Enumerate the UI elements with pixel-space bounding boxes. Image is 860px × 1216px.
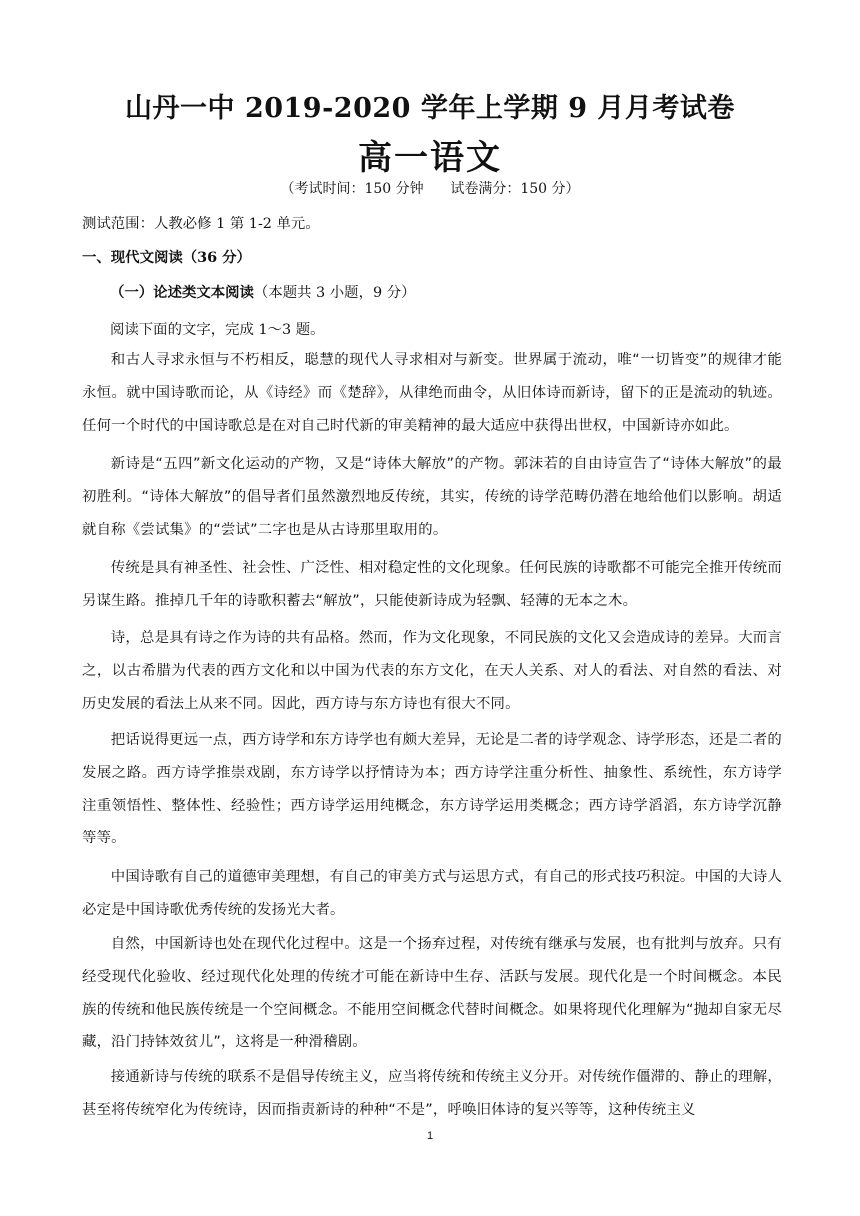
passage-paragraph: 新诗是“五四”新文化运动的产物，又是“诗体大解放”的产物。郭沫若的自由诗宣告了“诗体大解放”的最初胜利。“诗体大解放”的倡导者们虽然激烈地反传统，其实，传统的诗学范畴仍潜在地给他们以影响。胡适就自称《尝试集》的“尝试”二字也是从古诗那里取用的。 [82,456,782,538]
passage-paragraph: 中国诗歌有自己的道德审美理想，有自己的审美方式与运思方式，有自己的形式技巧积淀。中国的大诗人必定是中国诗歌优秀传统的发扬光大者。 [82,869,782,918]
test-scope: 测试范围：人教必修 1 第 1-2 单元。 [82,216,320,232]
subsection-note: （本题共 3 小题，9 分） [253,285,416,301]
passage-paragraph: 和古人寻求永恒与不朽相反，聪慧的现代人寻求相对与新变。世界属于流动，唯“一切皆变”的规律才能永恒。就中国诗歌而论，从《诗经》而《楚辞》，从律绝而曲令，从旧体诗而新诗，留下的正是流动的轨迹。任何一个时代的中国诗歌总是在对自己时代新的审美精神的最大适应中获得出世权，中国新诗亦如此。 [82,352,782,434]
passage-paragraph: 自然，中国新诗也处在现代化过程中。这是一个扬弃过程，对传统有继承与发展，也有批判与放弃。只有经受现代化验收、经过现代化处理的传统才可能在新诗中生存、活跃与发展。现代化是一个时间概念。本民族的传统和他民族传统是一个空间概念。不能用空间概念代替时间概念。如果将现代化理解为“抛却自家无尽藏，沿门持钵效贫儿”，这将是一种滑稽剧。 [82,936,782,1051]
passage-paragraph: 诗，总是具有诗之作为诗的共有品格。然而，作为文化现象，不同民族的文化又会造成诗的差异。大而言之，以古希腊为代表的西方文化和以中国为代表的东方文化，在天人关系、对人的看法、对自然的看法、对历史发展的看法上从来不同。因此，西方诗与东方诗也有很大不同。 [82,630,782,712]
page-number: 1 [426,1130,434,1142]
section-heading: 一、现代文阅读（36 分） [82,249,251,266]
exam-title: 山丹一中 2019-2020 学年上学期 9 月月考试卷 [125,93,735,124]
subsection-title: （一）论述类文本阅读 [110,284,254,301]
passage-paragraph: 接通新诗与传统的联系不是倡导传统主义，应当将传统和传统主义分开。对传统作僵滞的、静止的理解，甚至将传统窄化为传统诗，因而指责新诗的种种“不是”，呼唤旧体诗的复兴等等，这种传统主义 [82,1069,782,1118]
subject-title: 高一语文 [358,138,502,178]
exam-info: （考试时间：150 分钟 试卷满分：150 分） [280,181,580,197]
passage-paragraph: 传统是具有神圣性、社会性、广泛性、相对稳定性的文化现象。任何民族的诗歌都不可能完全推开传统而另谋生路。推掉几千年的诗歌积蓄去“解放”，只能使新诗成为轻飘、轻薄的无本之木。 [82,560,782,609]
passage-paragraph: 把话说得更远一点，西方诗学和东方诗学也有颇大差异，无论是二者的诗学观念、诗学形态，还是二者的发展之路。西方诗学推崇戏剧，东方诗学以抒情诗为本；西方诗学注重分析性、抽象性、系统性，东方诗学注重领悟性、整体性、经验性；西方诗学运用纯概念，东方诗学运用类概念；西方诗学滔滔，东方诗学沉静等等。 [82,732,782,847]
subsection-heading [110,281,415,302]
reading-instruction: 阅读下面的文字，完成 1～3 题。 [110,322,325,338]
